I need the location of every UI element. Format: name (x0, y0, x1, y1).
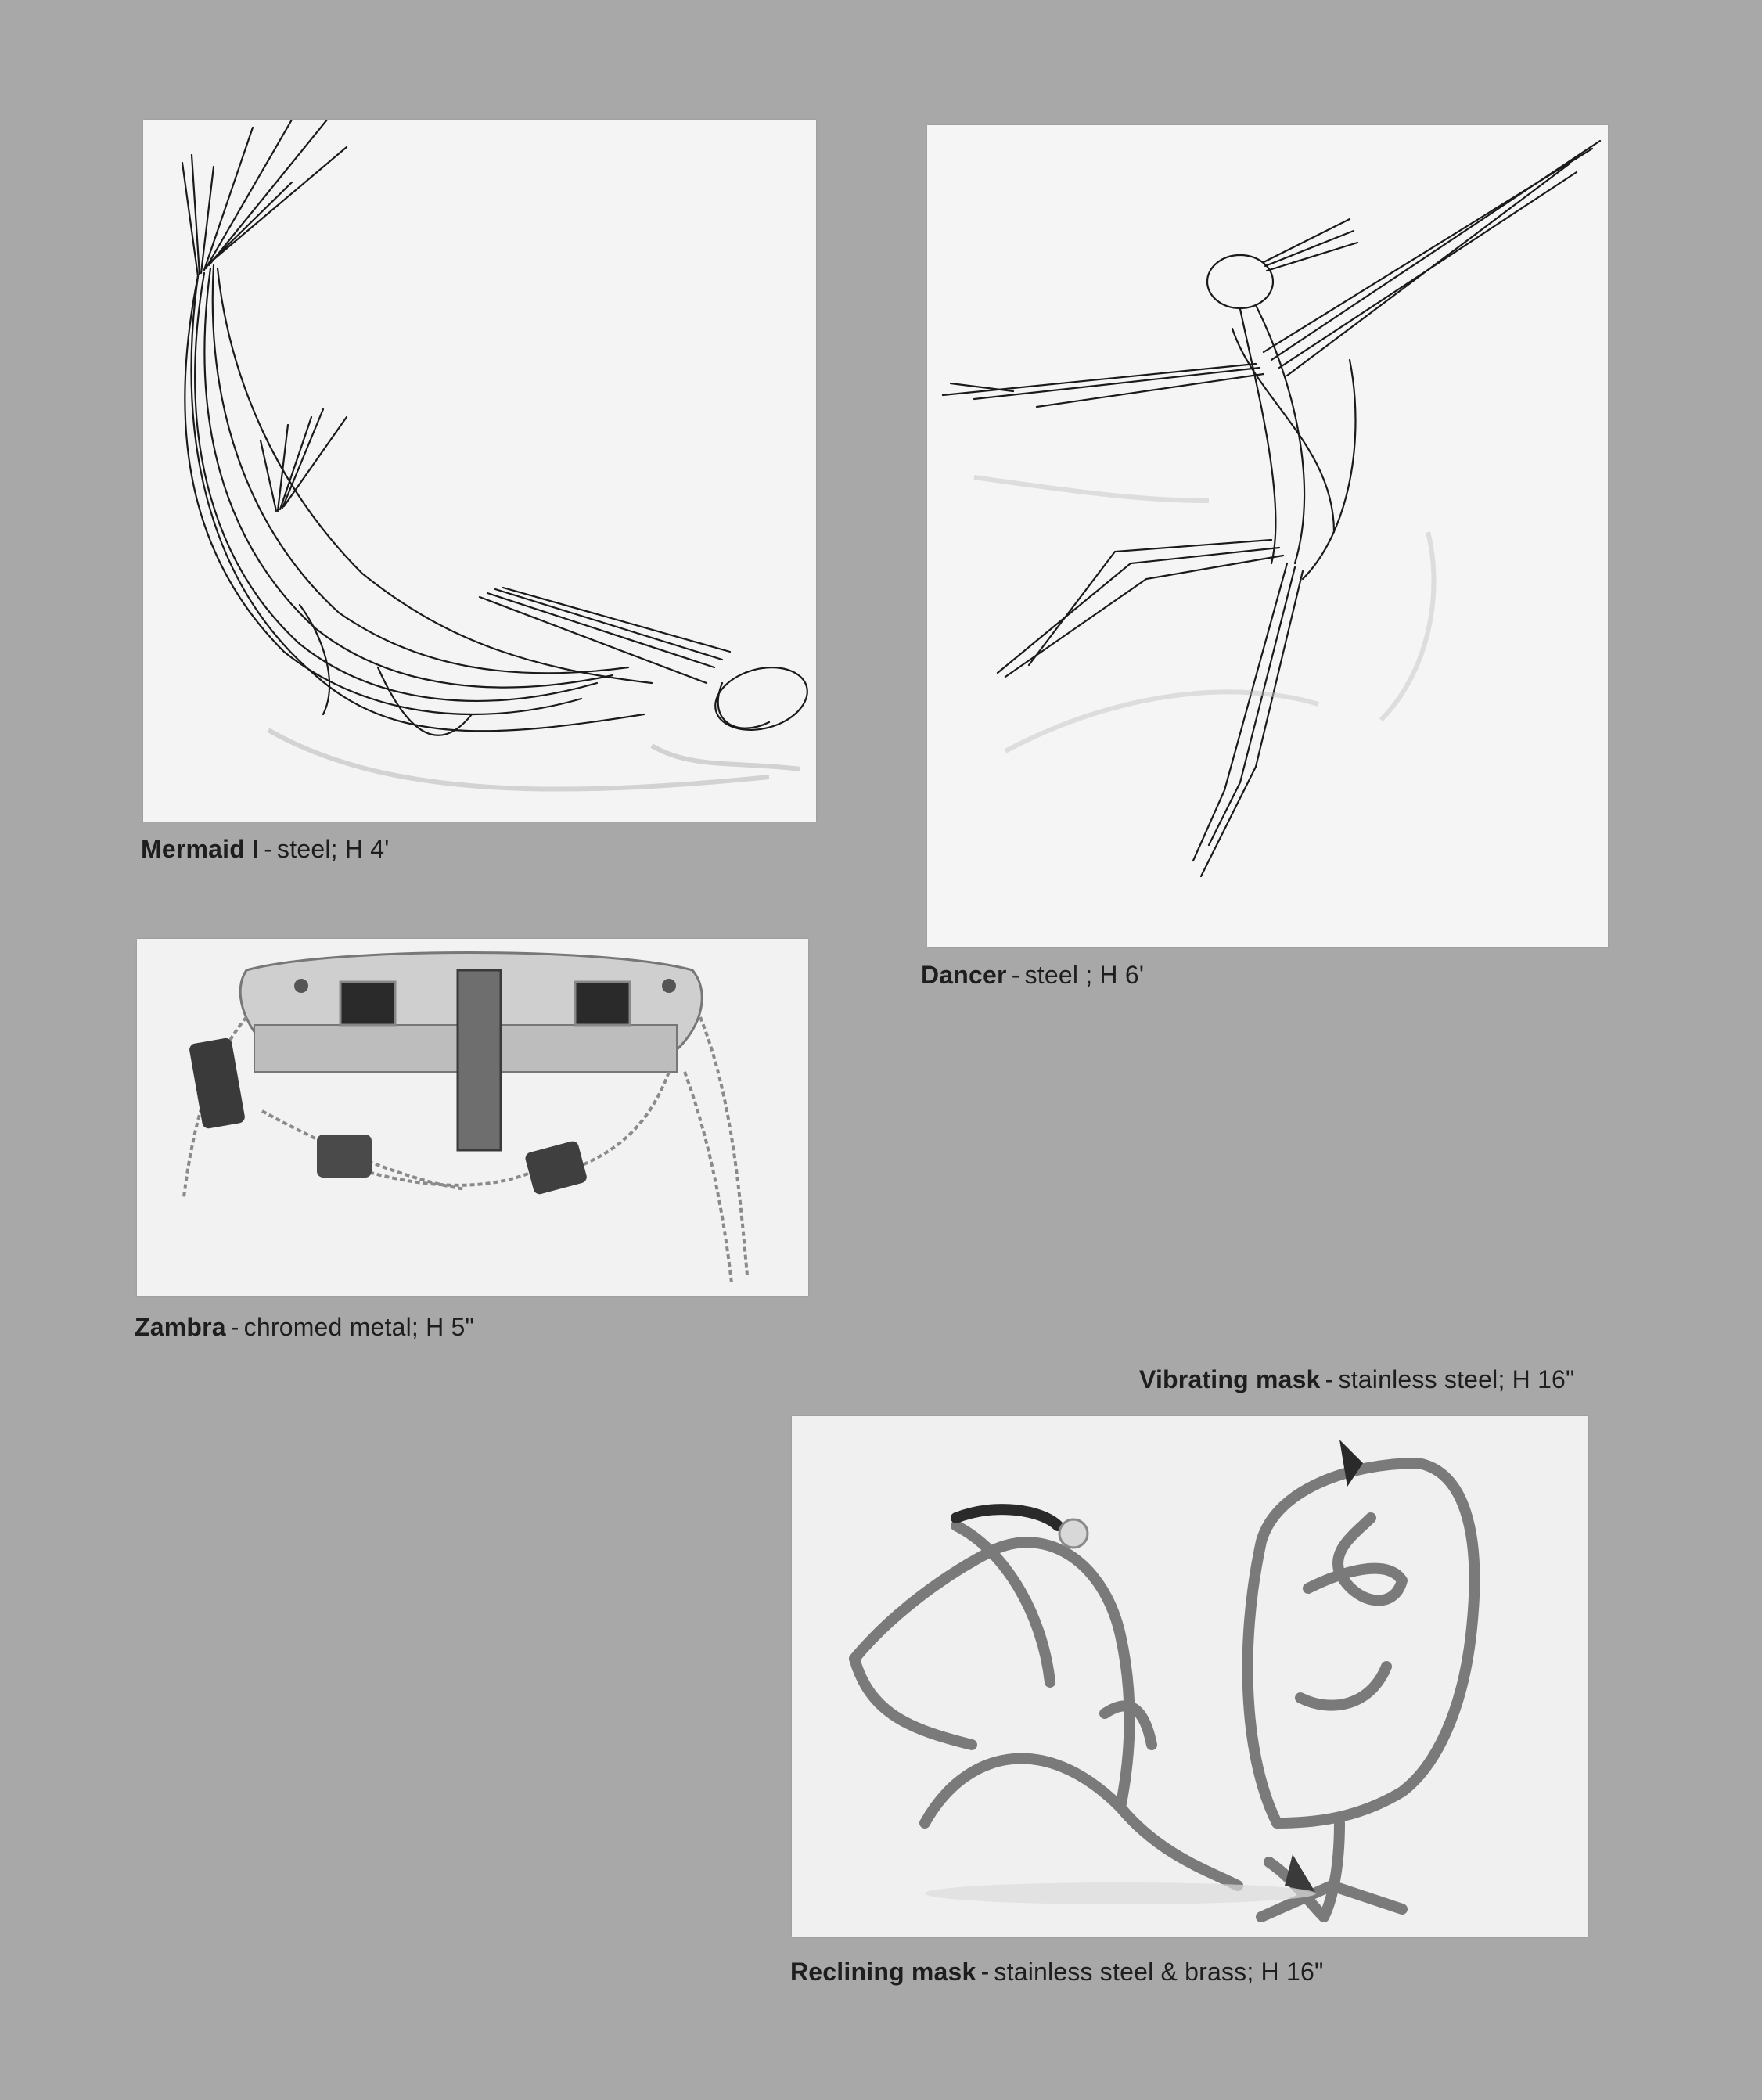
artwork-title: Mermaid I (141, 835, 260, 863)
photo-dancer (927, 125, 1608, 947)
masks-sculpture (792, 1416, 1588, 1937)
artwork-details: stainless steel & brass; H 16" (994, 1958, 1324, 1986)
artwork-details: stainless steel; H 16" (1338, 1365, 1575, 1393)
artwork-title: Zambra (135, 1313, 226, 1341)
dancer-wire-sculpture (927, 125, 1608, 947)
photo-mermaid (143, 120, 816, 822)
artwork-title: Reclining mask (790, 1958, 976, 1986)
artwork-title: Vibrating mask (1139, 1365, 1321, 1393)
photo-masks (792, 1416, 1588, 1937)
photo-zambra (137, 939, 808, 1296)
artwork-title: Dancer (921, 961, 1007, 989)
caption-separator: - (1325, 1365, 1334, 1393)
caption-zambra (135, 1313, 474, 1342)
caption-separator: - (230, 1313, 239, 1341)
artwork-details: steel ; H 6' (1024, 961, 1145, 989)
mermaid-wire-sculpture (143, 120, 816, 822)
caption-mermaid (141, 835, 390, 864)
caption-dancer (921, 961, 1144, 990)
caption-reclining-mask (790, 1958, 1324, 1987)
caption-separator: - (980, 1958, 990, 1986)
caption-separator: - (1011, 961, 1020, 989)
artwork-details: steel; H 4' (277, 835, 390, 863)
caption-vibrating-mask (1139, 1365, 1575, 1394)
artwork-details: chromed metal; H 5" (243, 1313, 475, 1341)
zambra-mask-sculpture (137, 939, 808, 1296)
caption-separator: - (264, 835, 273, 863)
